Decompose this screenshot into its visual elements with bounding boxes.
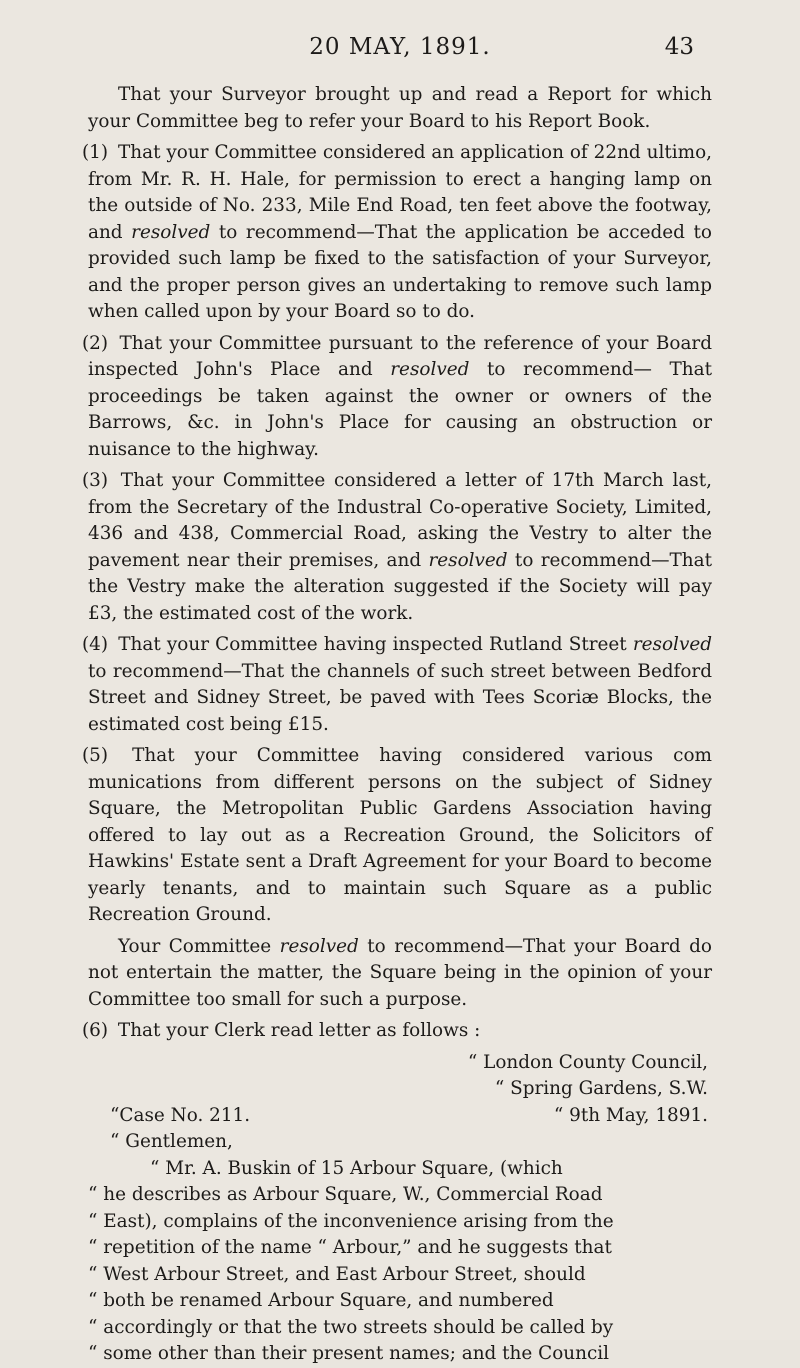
paragraph-text: to recommend— That proceedings be taken against the owner or owners of the Barrows, &c. in John's Place for causing an obstruction or nuisance to the highway. [88,359,712,460]
page-header [0,34,800,74]
paragraph-emphasis: resolved [131,221,211,243]
letter-address-line: “ Spring Gardens, S.W. [494,1078,708,1099]
letter-case-line [88,1103,712,1130]
letter-line: “ both be renamed Arbour Square, and numbered [88,1290,554,1311]
paragraph-text: That your Surveyor brought up and read a Report for which your Committee beg to refer your Board to his Report Book. [88,84,712,132]
letter-line: “ East), complains of the inconvenience arising from the [88,1210,614,1232]
paragraph-text: to recommend—That the application be acceded to provided such lamp be fixed to the satisfaction of your Surveyor, and the proper person gives an undertaking to remove such lamp when called upon by your Board so to do. [88,221,712,322]
letter-line: “ accordingly or that the two streets should be called by [88,1316,614,1338]
paragraph-number: (2) [82,332,109,354]
paragraph-emphasis: resolved [428,549,508,571]
letter-date: “ 9th May, 1891. [553,1104,708,1126]
paragraph-number: (3) [82,470,109,491]
paragraph-text: to recommend—That the channels of such street between Bedford Street and Sidney Street, be paved with Tees Scoriæ Blocks, the estimated cost being £15. [88,660,712,735]
page-number: 43 [664,34,694,60]
paragraph-6 [82,1018,712,1045]
paragraph-number: (5) [82,745,109,766]
paragraph-3 [82,468,713,627]
paragraph-1 [82,140,712,326]
paragraph-number: (6) [82,1020,109,1041]
paragraph-text: That your Clerk read letter as follows : [117,1020,481,1041]
paragraph-intro [88,82,712,135]
document-body [82,82,713,1368]
paragraph-number: (4) [82,634,109,655]
paragraph-number: (1) [82,142,109,163]
letter-line: “ Mr. A. Buskin of 15 Arbour Square, (which [150,1157,563,1179]
paragraph-text: That your Committee having inspected Rutland Street [118,634,633,655]
letter-line: “ some other than their present names; and the Council [88,1343,610,1364]
paragraph-5 [82,743,712,929]
paragraph-text: to recommend—That the Vestry make the alteration suggested if the Society will pay £3, the estimated cost of the work. [88,549,713,624]
paragraph-emphasis: resolved [390,359,470,380]
letter-line: “ West Arbour Street, and East Arbour Street, should [88,1263,586,1285]
paragraph-emphasis: resolved [279,935,359,957]
paragraph-2 [82,331,712,464]
paragraph-text: That your Committee pursuant to the reference of your Board inspected John's Place and [88,332,712,380]
paragraph-4 [82,632,712,738]
letter-salutation: “ Gentlemen, [110,1131,233,1152]
quoted-letter [88,1050,712,1368]
letter-line: “ repetition of the name “ Arbour,” and he suggests that [88,1237,612,1258]
paragraph-text: Your Committee [118,935,280,957]
paragraph-text: That your Committee considered a letter of 17th March last, from the Secretary of the Industral Co-operative Society, Limited, 436 and 438, Commercial Road, asking the Vestry to alter the pavement near their premises, and [88,470,712,571]
paragraph-text: to recommend—That your Board do not entertain the matter, the Square being in the opinion of your Committee too small for such a purpose. [88,935,712,1010]
paragraph-text: That your Committee having considered various com munications from different persons on the subject of Sidney Square, the Metropolitan Public Gardens Association having offered to lay out as a Recreation Ground, the Solicitors of Hawkins' Estate sent a Draft Agreement for your Board to become yearly tenants, and to maintain such Square as a public Recreation Ground. [88,745,712,925]
letter-line: “ he describes as Arbour Square, W., Commercial Road [88,1184,603,1205]
page-date: 20 MAY, 1891. [309,34,491,60]
letter-address-line: “ London County Council, [467,1051,708,1073]
paragraph-emphasis: resolved [632,634,712,655]
letter-case-number: “Case No. 211. [110,1104,251,1126]
paragraph-text: That your Committee considered an application of 22nd ultimo, from Mr. R. H. Hale, for permission to erect a hanging lamp on the outside of No. 233, Mile End Road, ten feet above the footway, and [88,142,712,243]
paragraph-5-resolution [88,934,712,1014]
